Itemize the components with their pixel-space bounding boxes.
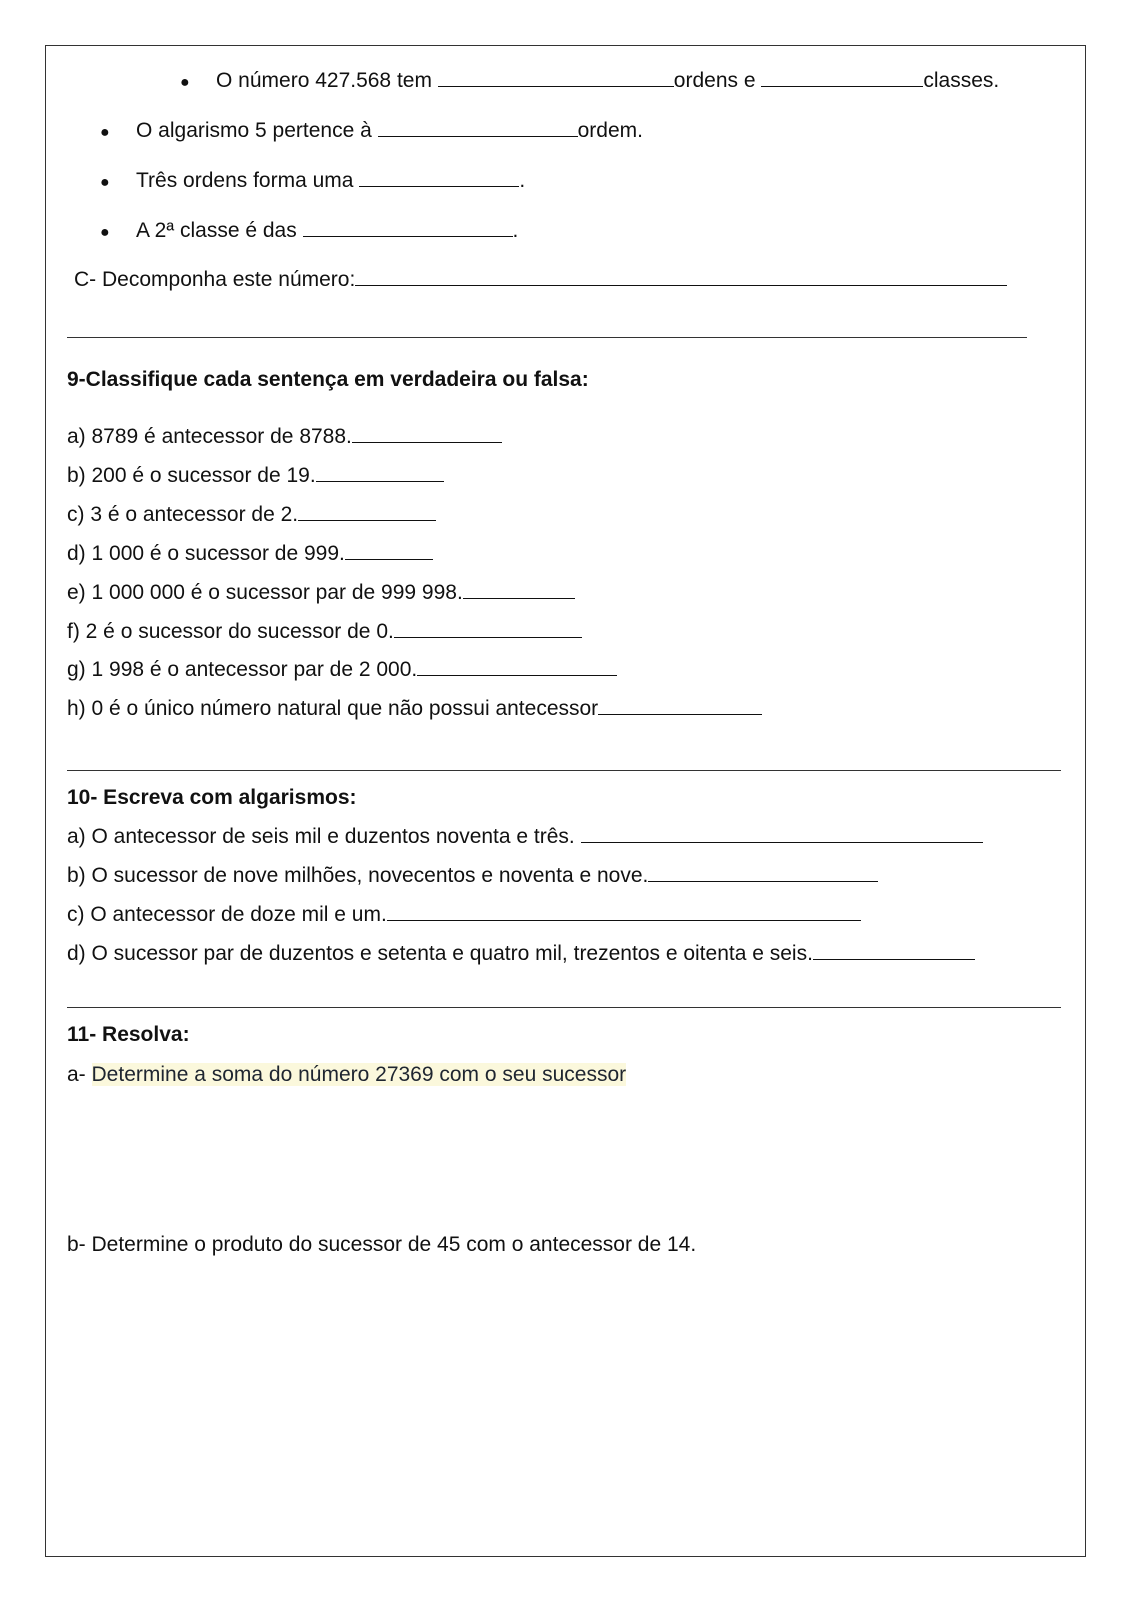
decompose-question [74, 267, 1007, 293]
q11-a-prefix: a- [67, 1063, 92, 1086]
answer-blank[interactable] [359, 168, 519, 187]
q9-item-text: g) 1 998 é o antecessor par de 2 000. [67, 658, 418, 681]
bullet-orders-classes [216, 68, 999, 94]
bullet-text: ordem. [577, 119, 643, 142]
q10-item [67, 902, 861, 928]
answer-blank[interactable] [581, 824, 983, 843]
q11-title: 11- Resolva: [67, 1023, 190, 1046]
bullet-text: A 2ª classe é das [136, 219, 303, 242]
bullet-icon: ● [100, 224, 110, 241]
q9-item [67, 580, 575, 606]
answer-blank[interactable] [761, 68, 923, 87]
q9-item [67, 463, 444, 489]
answer-blank[interactable] [303, 218, 513, 237]
bullet-text: O número 427.568 tem [216, 69, 438, 92]
section-divider [67, 770, 1061, 771]
q9-title: 9-Classifique cada sentença em verdadeira ou falsa: [67, 368, 589, 391]
decompose-label: C- Decomponha este número: [74, 268, 356, 291]
bullet-three-orders [136, 168, 525, 194]
answer-blank[interactable] [598, 696, 762, 715]
q9-item-text: d) 1 000 é o sucessor de 999. [67, 542, 345, 565]
q9-item [67, 696, 762, 722]
q9-item-text: c) 3 é o antecessor de 2. [67, 503, 299, 526]
q9-item [67, 424, 502, 450]
bullet-icon: ● [100, 124, 110, 141]
answer-blank[interactable] [438, 68, 674, 87]
bullet-text: . [512, 219, 519, 242]
answer-blank[interactable] [345, 541, 433, 560]
q9-item [67, 541, 433, 567]
bullet-digit-order [136, 118, 643, 144]
answer-blank[interactable] [813, 941, 975, 960]
q11-a-highlighted-text: Determine a soma do número 27369 com o seu sucessor [91, 1063, 627, 1086]
answer-line[interactable] [67, 337, 1027, 338]
q9-item-text: a) 8789 é antecessor de 8788. [67, 425, 352, 448]
bullet-text: classes. [923, 69, 1000, 92]
answer-blank[interactable] [355, 267, 1007, 286]
q9-item-text: f) 2 é o sucessor do sucessor de 0. [67, 620, 394, 643]
q9-item-text: b) 200 é o sucessor de 19. [67, 464, 316, 487]
q9-item [67, 657, 617, 683]
q10-item-text: b) O sucessor de nove milhões, novecentos e noventa e nove. [67, 864, 649, 887]
q10-item [67, 824, 983, 850]
bullet-icon: ● [100, 174, 110, 191]
answer-blank[interactable] [648, 863, 878, 882]
bullet-text: Três ordens forma uma [136, 169, 360, 192]
answer-blank[interactable] [352, 424, 502, 443]
bullet-icon: ● [180, 74, 190, 91]
q9-item-text: e) 1 000 000 é o sucessor par de 999 998. [67, 581, 463, 604]
bullet-text: . [519, 169, 526, 192]
q9-item [67, 502, 436, 528]
q10-item-text: d) O sucessor par de duzentos e setenta e quatro mil, trezentos e oitenta e seis. [67, 942, 813, 965]
q9-item [67, 619, 582, 645]
bullet-second-class [136, 218, 518, 244]
q10-item [67, 863, 878, 889]
bullet-text: ordens e [673, 69, 762, 92]
answer-blank[interactable] [298, 502, 436, 521]
answer-blank[interactable] [417, 657, 617, 676]
section-divider [67, 1007, 1061, 1008]
answer-blank[interactable] [316, 463, 444, 482]
answer-blank[interactable] [394, 619, 582, 638]
answer-blank[interactable] [387, 902, 861, 921]
q10-item [67, 941, 975, 967]
q11-item-a [67, 1062, 626, 1088]
q10-title: 10- Escreva com algarismos: [67, 786, 357, 809]
q9-item-text: h) 0 é o único número natural que não possui antecessor [67, 697, 599, 720]
q11-item-b: b- Determine o produto do sucessor de 45 com o antecessor de 14. [67, 1233, 697, 1256]
bullet-text: O algarismo 5 pertence à [136, 119, 378, 142]
q10-item-text: c) O antecessor de doze mil e um. [67, 903, 387, 926]
answer-blank[interactable] [378, 118, 578, 137]
answer-blank[interactable] [463, 580, 575, 599]
q10-item-text: a) O antecessor de seis mil e duzentos noventa e três. [67, 825, 581, 848]
